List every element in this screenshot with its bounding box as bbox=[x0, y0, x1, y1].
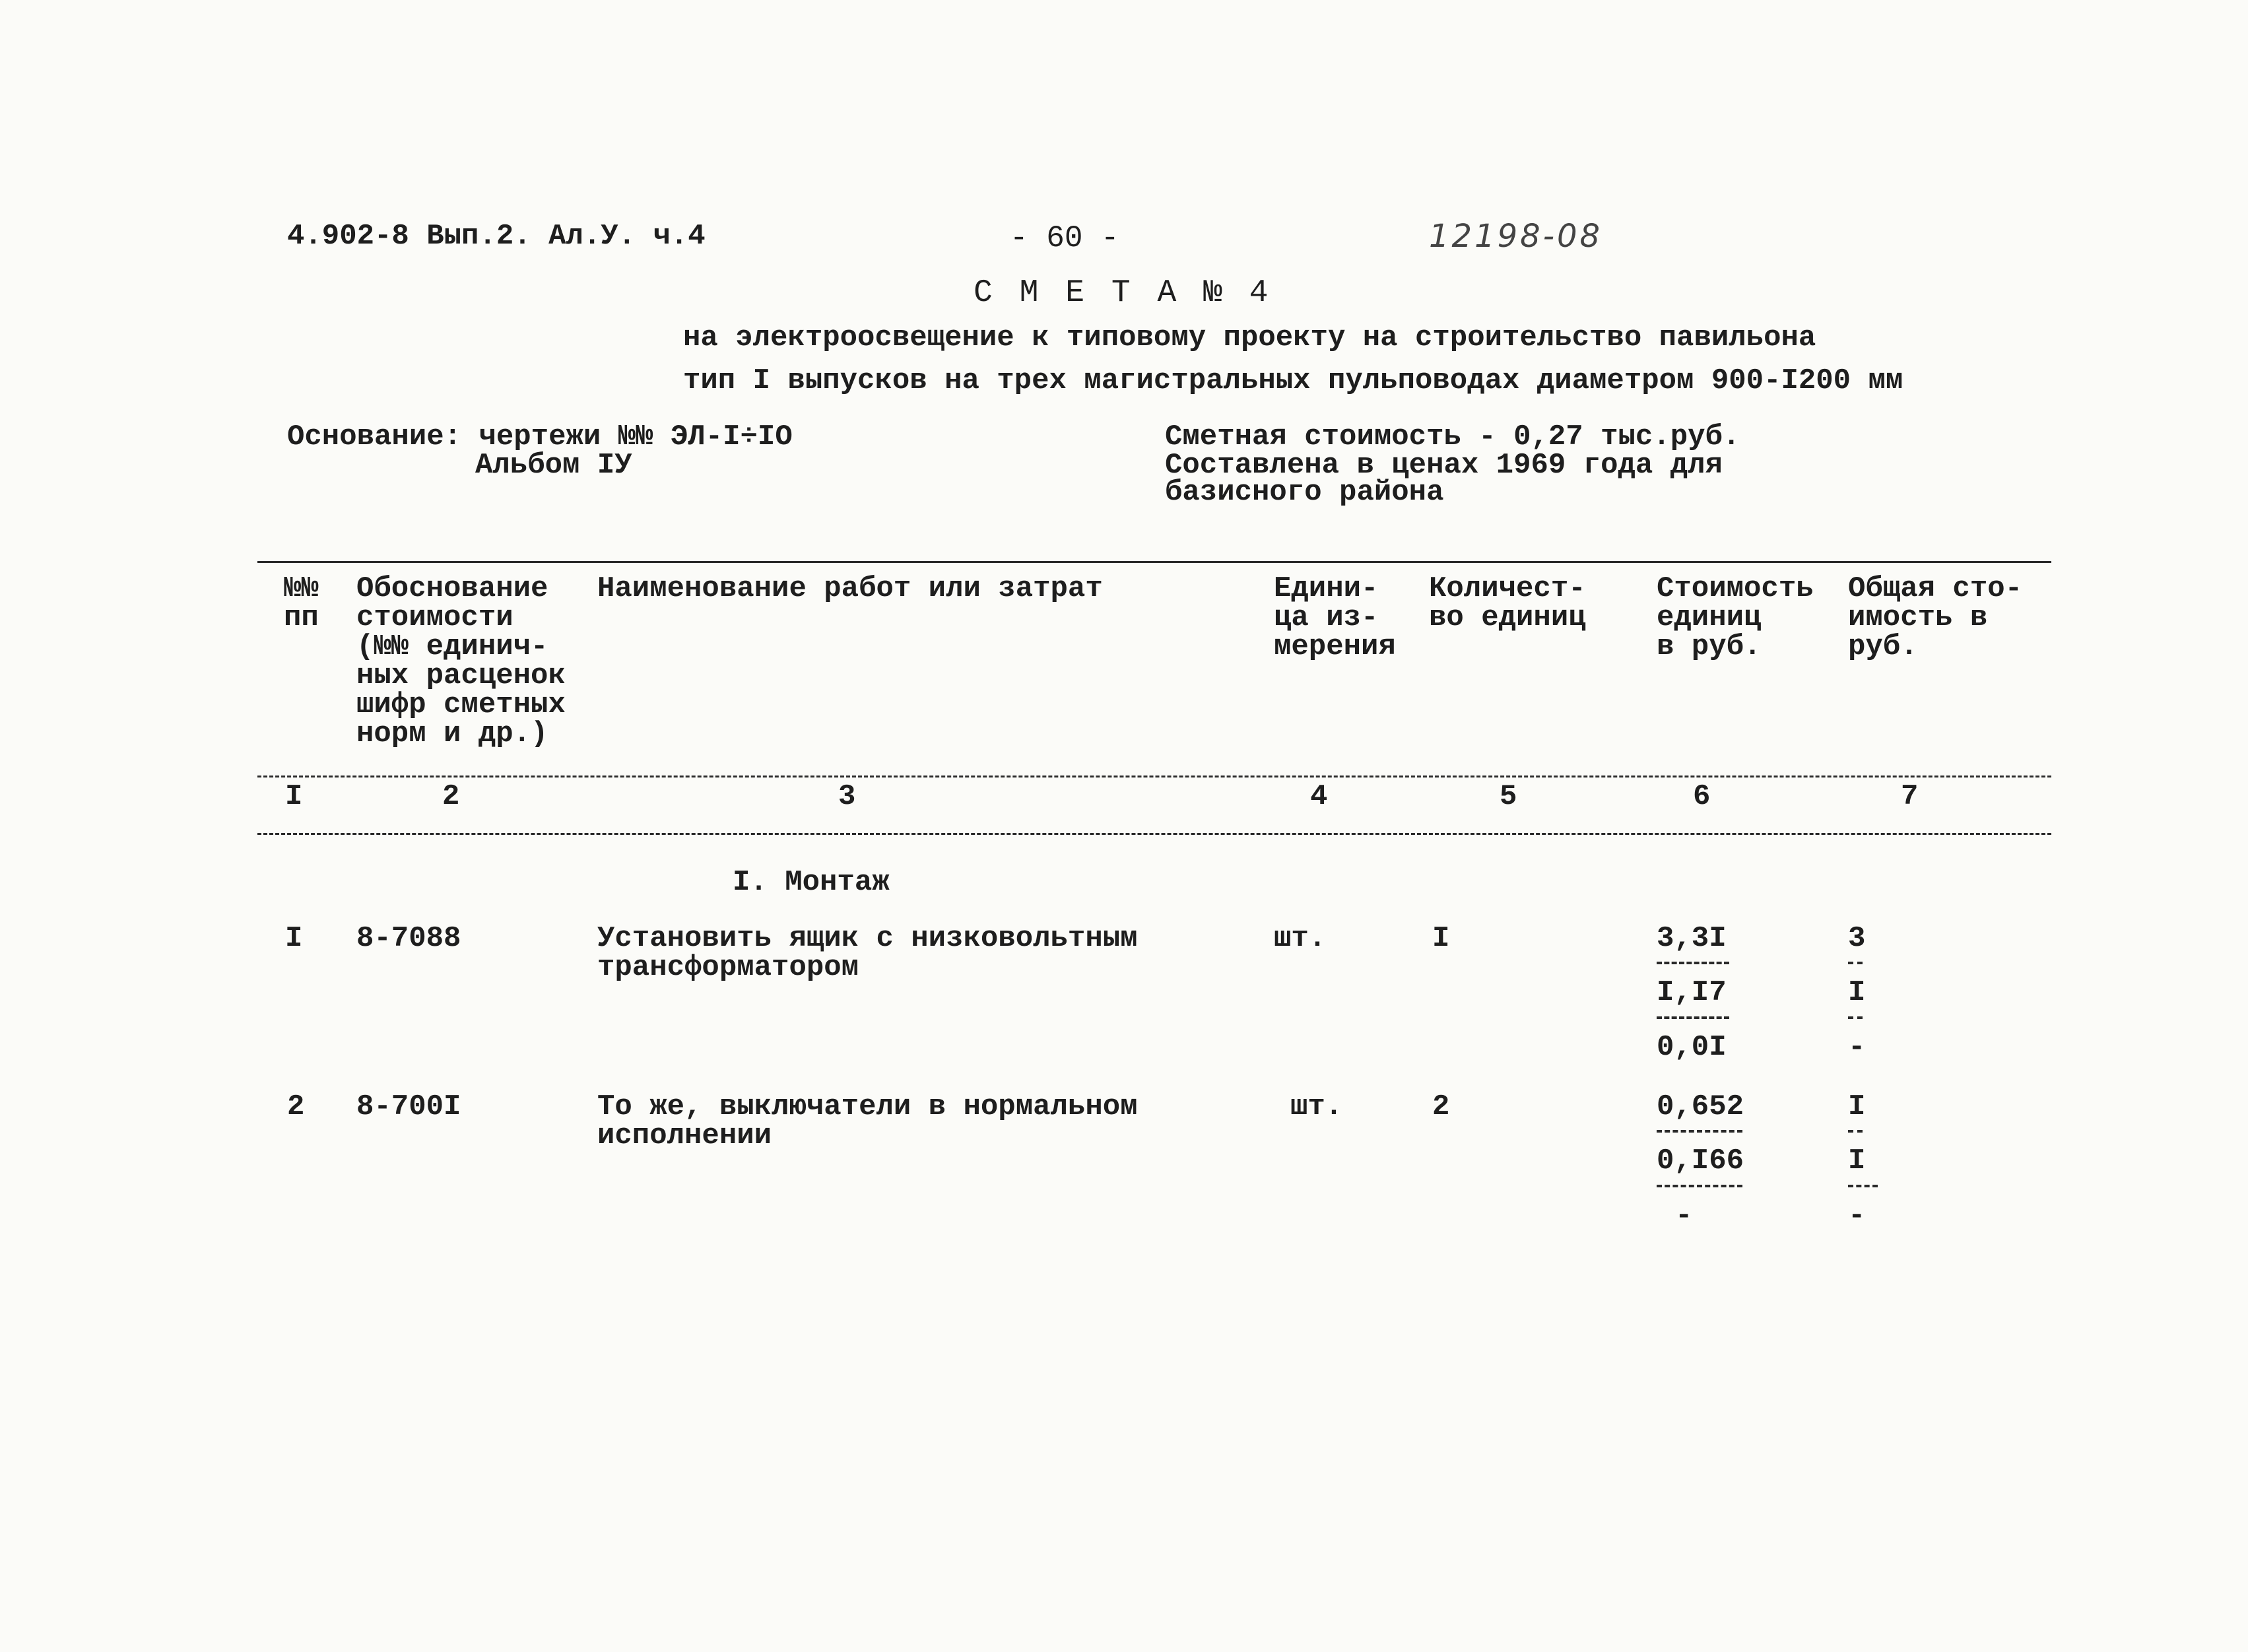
row2-unit-cost-machines: - bbox=[1675, 1199, 1693, 1232]
column-number-5: 5 bbox=[1500, 780, 1517, 813]
header-number: №№ пп bbox=[284, 572, 319, 634]
estimate-title: С М Е Т А № 4 bbox=[974, 275, 1273, 311]
row2-unit-cost-wages: 0,I66 bbox=[1657, 1144, 1744, 1177]
row1-total-wages: I bbox=[1848, 976, 1866, 1009]
header-unit-cost: Стоимость единиц в руб. bbox=[1657, 572, 1814, 663]
header-basis: Обоснование стоимости (№№ единич- ных расценок шифр сметных норм и др.) bbox=[356, 572, 566, 750]
row1-unit-cost-divider-1 bbox=[1657, 962, 1729, 964]
estimate-subtitle-line1: на электроосвещение к типовому проекту на строительство павильона bbox=[683, 321, 1816, 354]
row2-total-cost: I bbox=[1848, 1090, 1866, 1123]
header-work-name: Наименование работ или затрат bbox=[597, 572, 1103, 605]
row1-quantity: I bbox=[1432, 922, 1450, 955]
row1-unit-cost-total: 3,3I bbox=[1657, 922, 1727, 955]
document-code: 4.902-8 Вып.2. Ал.У. ч.4 bbox=[287, 220, 706, 253]
row1-unit-cost-divider-2 bbox=[1657, 1016, 1729, 1019]
column-number-2: 2 bbox=[442, 780, 460, 813]
column-number-4: 4 bbox=[1310, 780, 1328, 813]
basis-drawings: Основание: чертежи №№ ЭЛ-I÷IO bbox=[287, 420, 793, 453]
row2-unit: шт. bbox=[1290, 1090, 1343, 1123]
row2-code: 8-700I bbox=[356, 1090, 461, 1123]
price-region: базисного района bbox=[1165, 476, 1444, 509]
header-unit: Едини- ца из- мерения bbox=[1274, 572, 1396, 663]
column-number-3: 3 bbox=[838, 780, 856, 813]
row2-total-wages: I bbox=[1848, 1144, 1866, 1177]
basis-album: Альбом IУ bbox=[475, 449, 632, 482]
row1-number: I bbox=[285, 922, 303, 955]
row1-unit: шт. bbox=[1274, 922, 1327, 955]
row2-number: 2 bbox=[287, 1090, 305, 1123]
row1-total-machines: - bbox=[1848, 1031, 1866, 1064]
page-number: - 60 - bbox=[1010, 221, 1119, 255]
column-numbers-bottom-rule bbox=[257, 833, 2051, 835]
row1-unit-cost-machines: 0,0I bbox=[1657, 1031, 1727, 1064]
estimated-cost: Сметная стоимость - 0,27 тыс.руб. bbox=[1165, 420, 1740, 453]
row2-total-machines: - bbox=[1848, 1199, 1866, 1232]
column-number-6: 6 bbox=[1693, 780, 1711, 813]
row1-work-name: Установить ящик с низковольтным трансформатором bbox=[597, 922, 1138, 984]
table-top-rule bbox=[257, 561, 2051, 563]
column-number-1: I bbox=[285, 780, 303, 813]
row2-unit-cost-divider-2 bbox=[1657, 1185, 1742, 1187]
row1-total-divider-2 bbox=[1848, 1016, 1863, 1019]
column-numbers-top-rule bbox=[257, 776, 2051, 777]
price-basis: Составлена в ценах 1969 года для bbox=[1165, 449, 1723, 482]
row2-quantity: 2 bbox=[1432, 1090, 1450, 1123]
row2-total-divider-2 bbox=[1848, 1185, 1878, 1187]
row2-total-divider-1 bbox=[1848, 1130, 1863, 1133]
handwritten-code: 12198-08 bbox=[1429, 218, 1603, 255]
header-total-cost: Общая сто- имость в руб. bbox=[1848, 572, 2023, 663]
row1-total-divider-1 bbox=[1848, 962, 1863, 964]
row2-unit-cost-total: 0,652 bbox=[1657, 1090, 1744, 1123]
header-quantity: Количест- во единиц bbox=[1429, 572, 1586, 634]
estimate-subtitle-line2: тип I выпусков на трех магистральных пульповодах диаметром 900-I200 мм bbox=[683, 364, 1903, 397]
section-title: I. Монтаж bbox=[733, 866, 890, 899]
row1-code: 8-7088 bbox=[356, 922, 461, 955]
row2-unit-cost-divider-1 bbox=[1657, 1130, 1742, 1133]
row2-work-name: То же, выключатели в нормальном исполнении bbox=[597, 1090, 1138, 1152]
row1-total-cost: 3 bbox=[1848, 922, 1866, 955]
row1-unit-cost-wages: I,I7 bbox=[1657, 976, 1727, 1009]
column-number-7: 7 bbox=[1901, 780, 1919, 813]
